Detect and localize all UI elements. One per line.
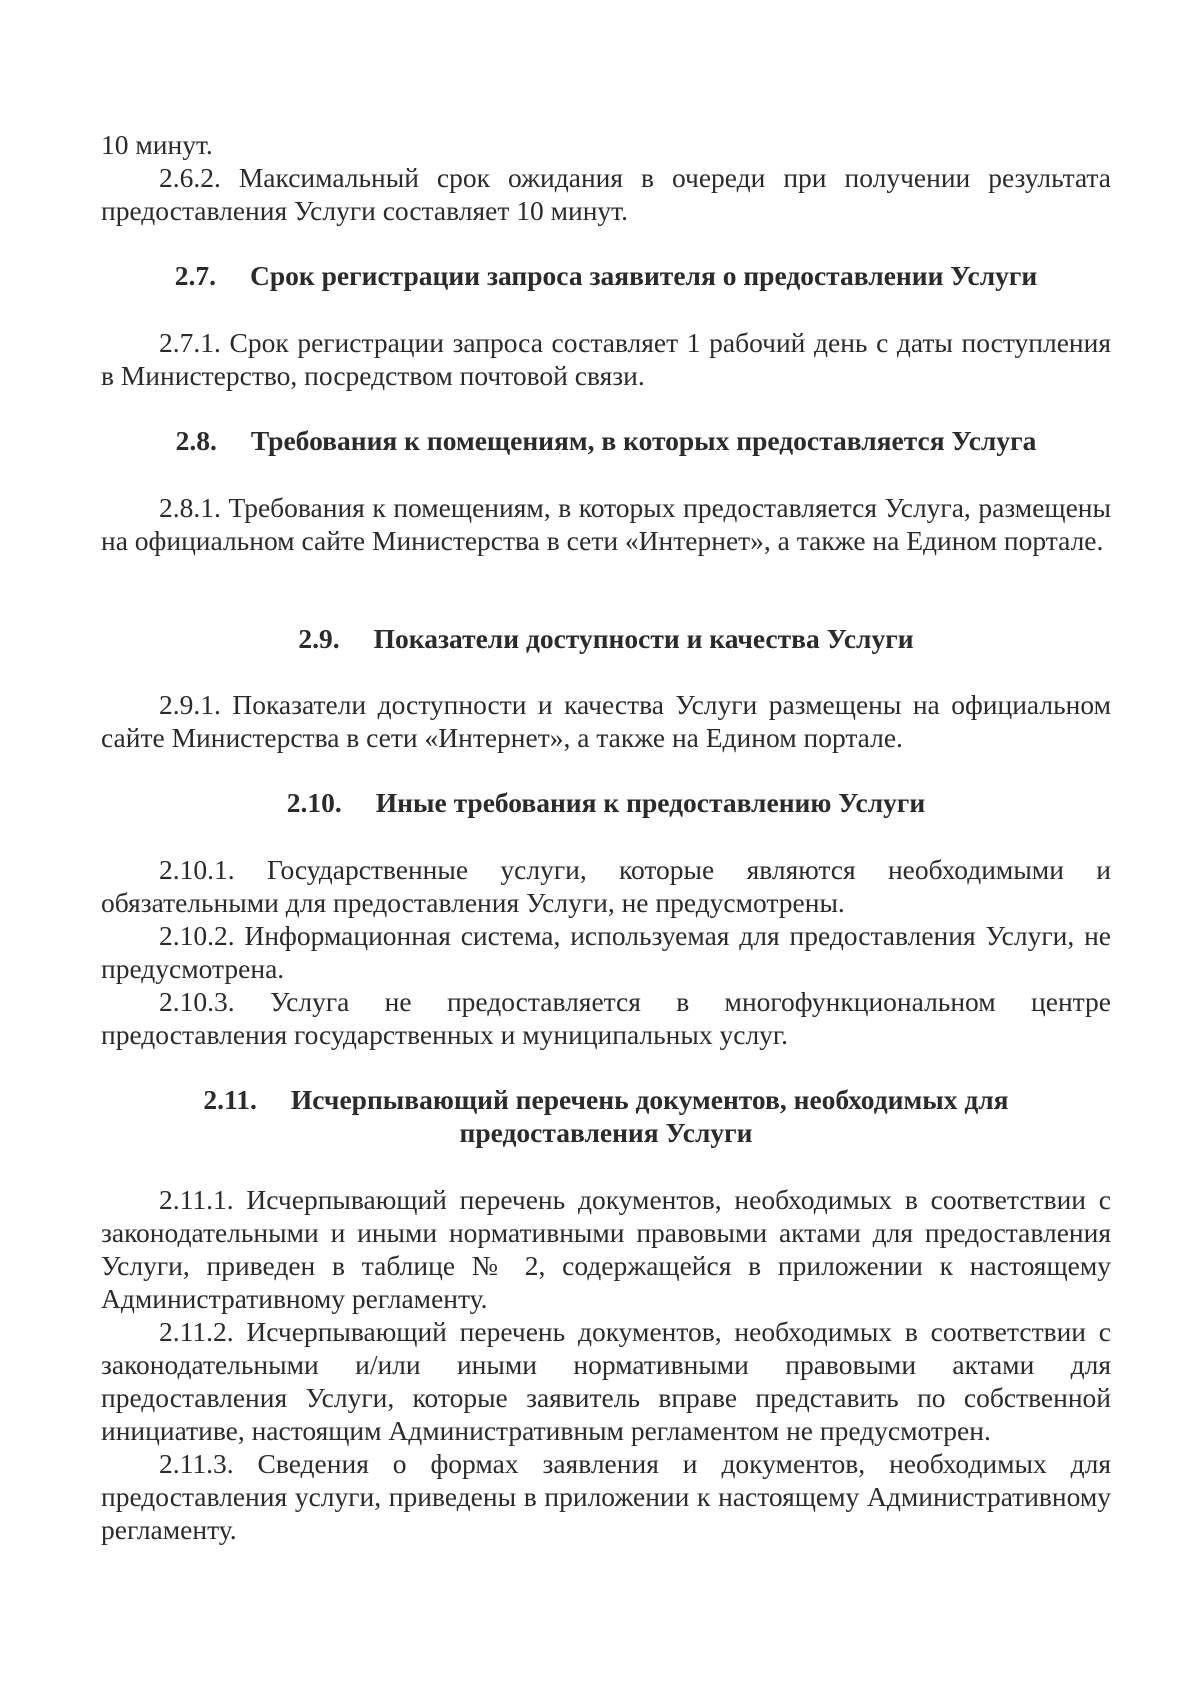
section-title-line2: предоставления Услуги [459, 1117, 753, 1148]
section-title-line1: Исчерпывающий перечень документов, необходимых для [290, 1084, 1009, 1115]
paragraph-2-8-1: 2.8.1. Требования к помещениям, в которых предоставляется Услуга, размещены на официальном сайте Министерства в сети «Интернет», а также на Едином портале. [101, 492, 1111, 556]
section-title: Иные требования к предоставлению Услуги [375, 787, 926, 818]
section-number: 2.9. [298, 623, 340, 654]
section-heading-2-10 [101, 786, 1111, 819]
paragraph-2-7-1: 2.7.1. Срок регистрации запроса составляет 1 рабочий день с даты поступления в Министерство, посредством почтовой связи. [101, 327, 1111, 391]
section-number: 2.10. [286, 787, 342, 818]
paragraph-2-9-1: 2.9.1. Показатели доступности и качества Услуги размещены на официальном сайте Министерства в сети «Интернет», а также на Едином портале. [101, 689, 1111, 753]
section-number: 2.7. [174, 260, 216, 291]
section-title: Показатели доступности и качества Услуги [373, 623, 914, 654]
paragraph-2-10-1: 2.10.1. Государственные услуги, которые являются необходимыми и обязательными для предоставления Услуги, не предусмотрены. [101, 854, 1111, 918]
paragraph-2-10-2: 2.10.2. Информационная система, используемая для предоставления Услуги, не предусмотрена. [101, 920, 1111, 984]
paragraph-2-6-2: 2.6.2. Максимальный срок ожидания в очереди при получении результата предоставления Услуги составляет 10 минут. [101, 162, 1111, 226]
section-number: 2.8. [175, 425, 217, 456]
paragraph-2-11-2: 2.11.2. Исчерпывающий перечень документов, необходимых в соответствии с законодательными и/или иными нормативными правовыми актами для предоставления Услуги, которые заявитель вправе представить по собственной инициативе, настоящим Административным регламентом не предусмотрен. [101, 1316, 1111, 1446]
paragraph-2-11-1: 2.11.1. Исчерпывающий перечень документов, необходимых в соответствии с законодательными и иными нормативными правовыми актами для предоставления Услуги, приведен в таблице № 2, содержащейся в приложении к настоящему Административному регламенту. [101, 1184, 1111, 1314]
section-number: 2.11. [203, 1084, 257, 1115]
section-heading-2-8 [101, 424, 1111, 457]
section-heading-2-11 [101, 1083, 1111, 1149]
section-title: Требования к помещениям, в которых предоставляется Услуга [250, 425, 1037, 456]
paragraph-2-11-3: 2.11.3. Сведения о формах заявления и документов, необходимых для предоставления услуги, приведены в приложении к настоящему Административному регламенту. [101, 1448, 1111, 1545]
section-heading-2-7 [101, 259, 1111, 292]
paragraph-continuation: 10 минут. [101, 129, 213, 160]
section-title: Срок регистрации запроса заявителя о предоставлении Услуги [249, 260, 1038, 291]
section-heading-2-9 [101, 622, 1111, 655]
paragraph-2-10-3: 2.10.3. Услуга не предоставляется в многофункциональном центре предоставления государственных и муниципальных услуг. [101, 986, 1111, 1050]
